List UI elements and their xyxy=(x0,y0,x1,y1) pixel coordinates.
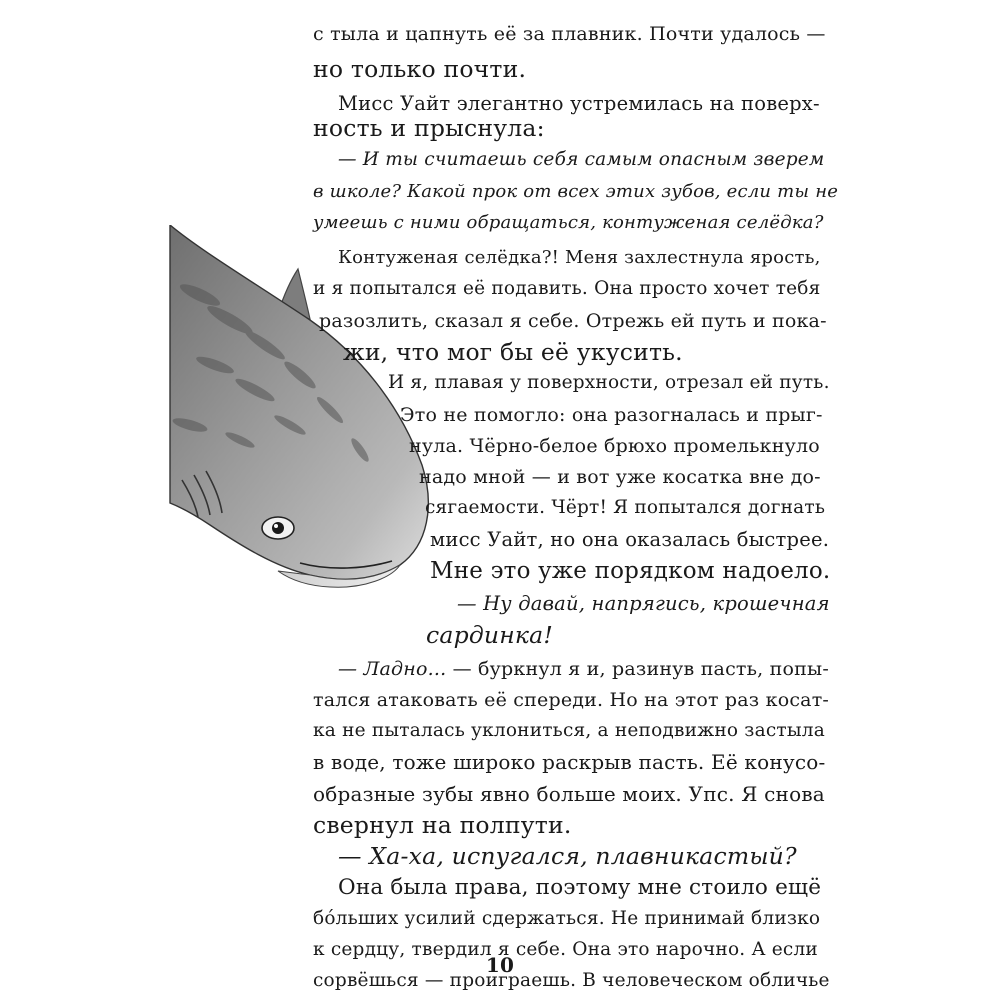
text-line: в воде, тоже широко раскрыв пасть. Её конусо- xyxy=(313,750,826,774)
text-line: ность и прыснула: xyxy=(313,114,545,142)
text-line: Мне это уже порядком надоело. xyxy=(430,558,831,584)
text-line: ка не пыталась уклониться, а неподвижно застыла xyxy=(313,720,825,741)
text-line-italic: — И ты считаешь себя самым опасным зверем xyxy=(338,149,825,170)
text-line: образные зубы явно больше моих. Упс. Я снова xyxy=(313,782,825,806)
text-line-italic: — Ха-ха, испугался, плавникастый? xyxy=(338,842,797,870)
text-line: надо мной — и вот уже косатка вне до- xyxy=(419,466,821,488)
text-line: и я попытался её подавить. Она просто хочет тебя xyxy=(313,278,821,299)
text-line: жи, что мог бы её укусить. xyxy=(343,338,683,366)
text-line: И я, плавая у поверхности, отрезал ей путь. xyxy=(388,372,830,393)
text-line: Мисс Уайт элегантно устремилась на поверх- xyxy=(338,92,820,115)
text-line: нула. Чёрно-белое брюхо промелькнуло xyxy=(409,435,820,457)
text-line: мисс Уайт, но она оказалась быстрее. xyxy=(430,528,830,551)
text-line: свернул на полпути. xyxy=(313,811,572,839)
text-line: но только почти. xyxy=(313,55,527,83)
shark-eye-icon xyxy=(262,517,294,539)
text-line: разозлить, сказал я себе. Отрежь ей путь и пока- xyxy=(319,310,827,332)
dialogue-italic: — Ладно... xyxy=(338,658,447,680)
text-line: бóльших усилий сдержаться. Не принимай близко xyxy=(313,908,821,929)
text-line: Она была права, поэтому мне стоило ещё xyxy=(338,875,822,900)
text-line-italic: — Ну давай, напрягись, крошечная xyxy=(457,592,830,615)
text-line: сягаемости. Чёрт! Я попытался догнать xyxy=(425,497,826,518)
text-line: Это не помогло: она разогналась и прыг- xyxy=(400,404,823,426)
text-line xyxy=(338,655,829,683)
page-number: 10 xyxy=(485,953,515,977)
text-line-italic: умеешь с ними обращаться, контуженая селёдка? xyxy=(313,212,824,233)
dialogue-rest: — буркнул я и, разинув пасть, попы- xyxy=(446,658,829,680)
text-line: Контуженая селёдка?! Меня захлестнула ярость, xyxy=(338,247,821,268)
text-line: тался атаковать её спереди. Но на этот раз косат- xyxy=(313,689,830,711)
text-line: сорвёшься — проиграешь. В человеческом обличье xyxy=(313,970,830,991)
text-line-italic: сардинка! xyxy=(426,621,554,649)
text-line: к сердцу, твердил я себе. Она это нарочно. А если xyxy=(313,939,818,960)
text-line: с тыла и цапнуть её за плавник. Почти удалось — xyxy=(313,23,826,45)
text-line-italic: в школе? Какой прок от всех этих зубов, если ты не xyxy=(313,181,839,202)
